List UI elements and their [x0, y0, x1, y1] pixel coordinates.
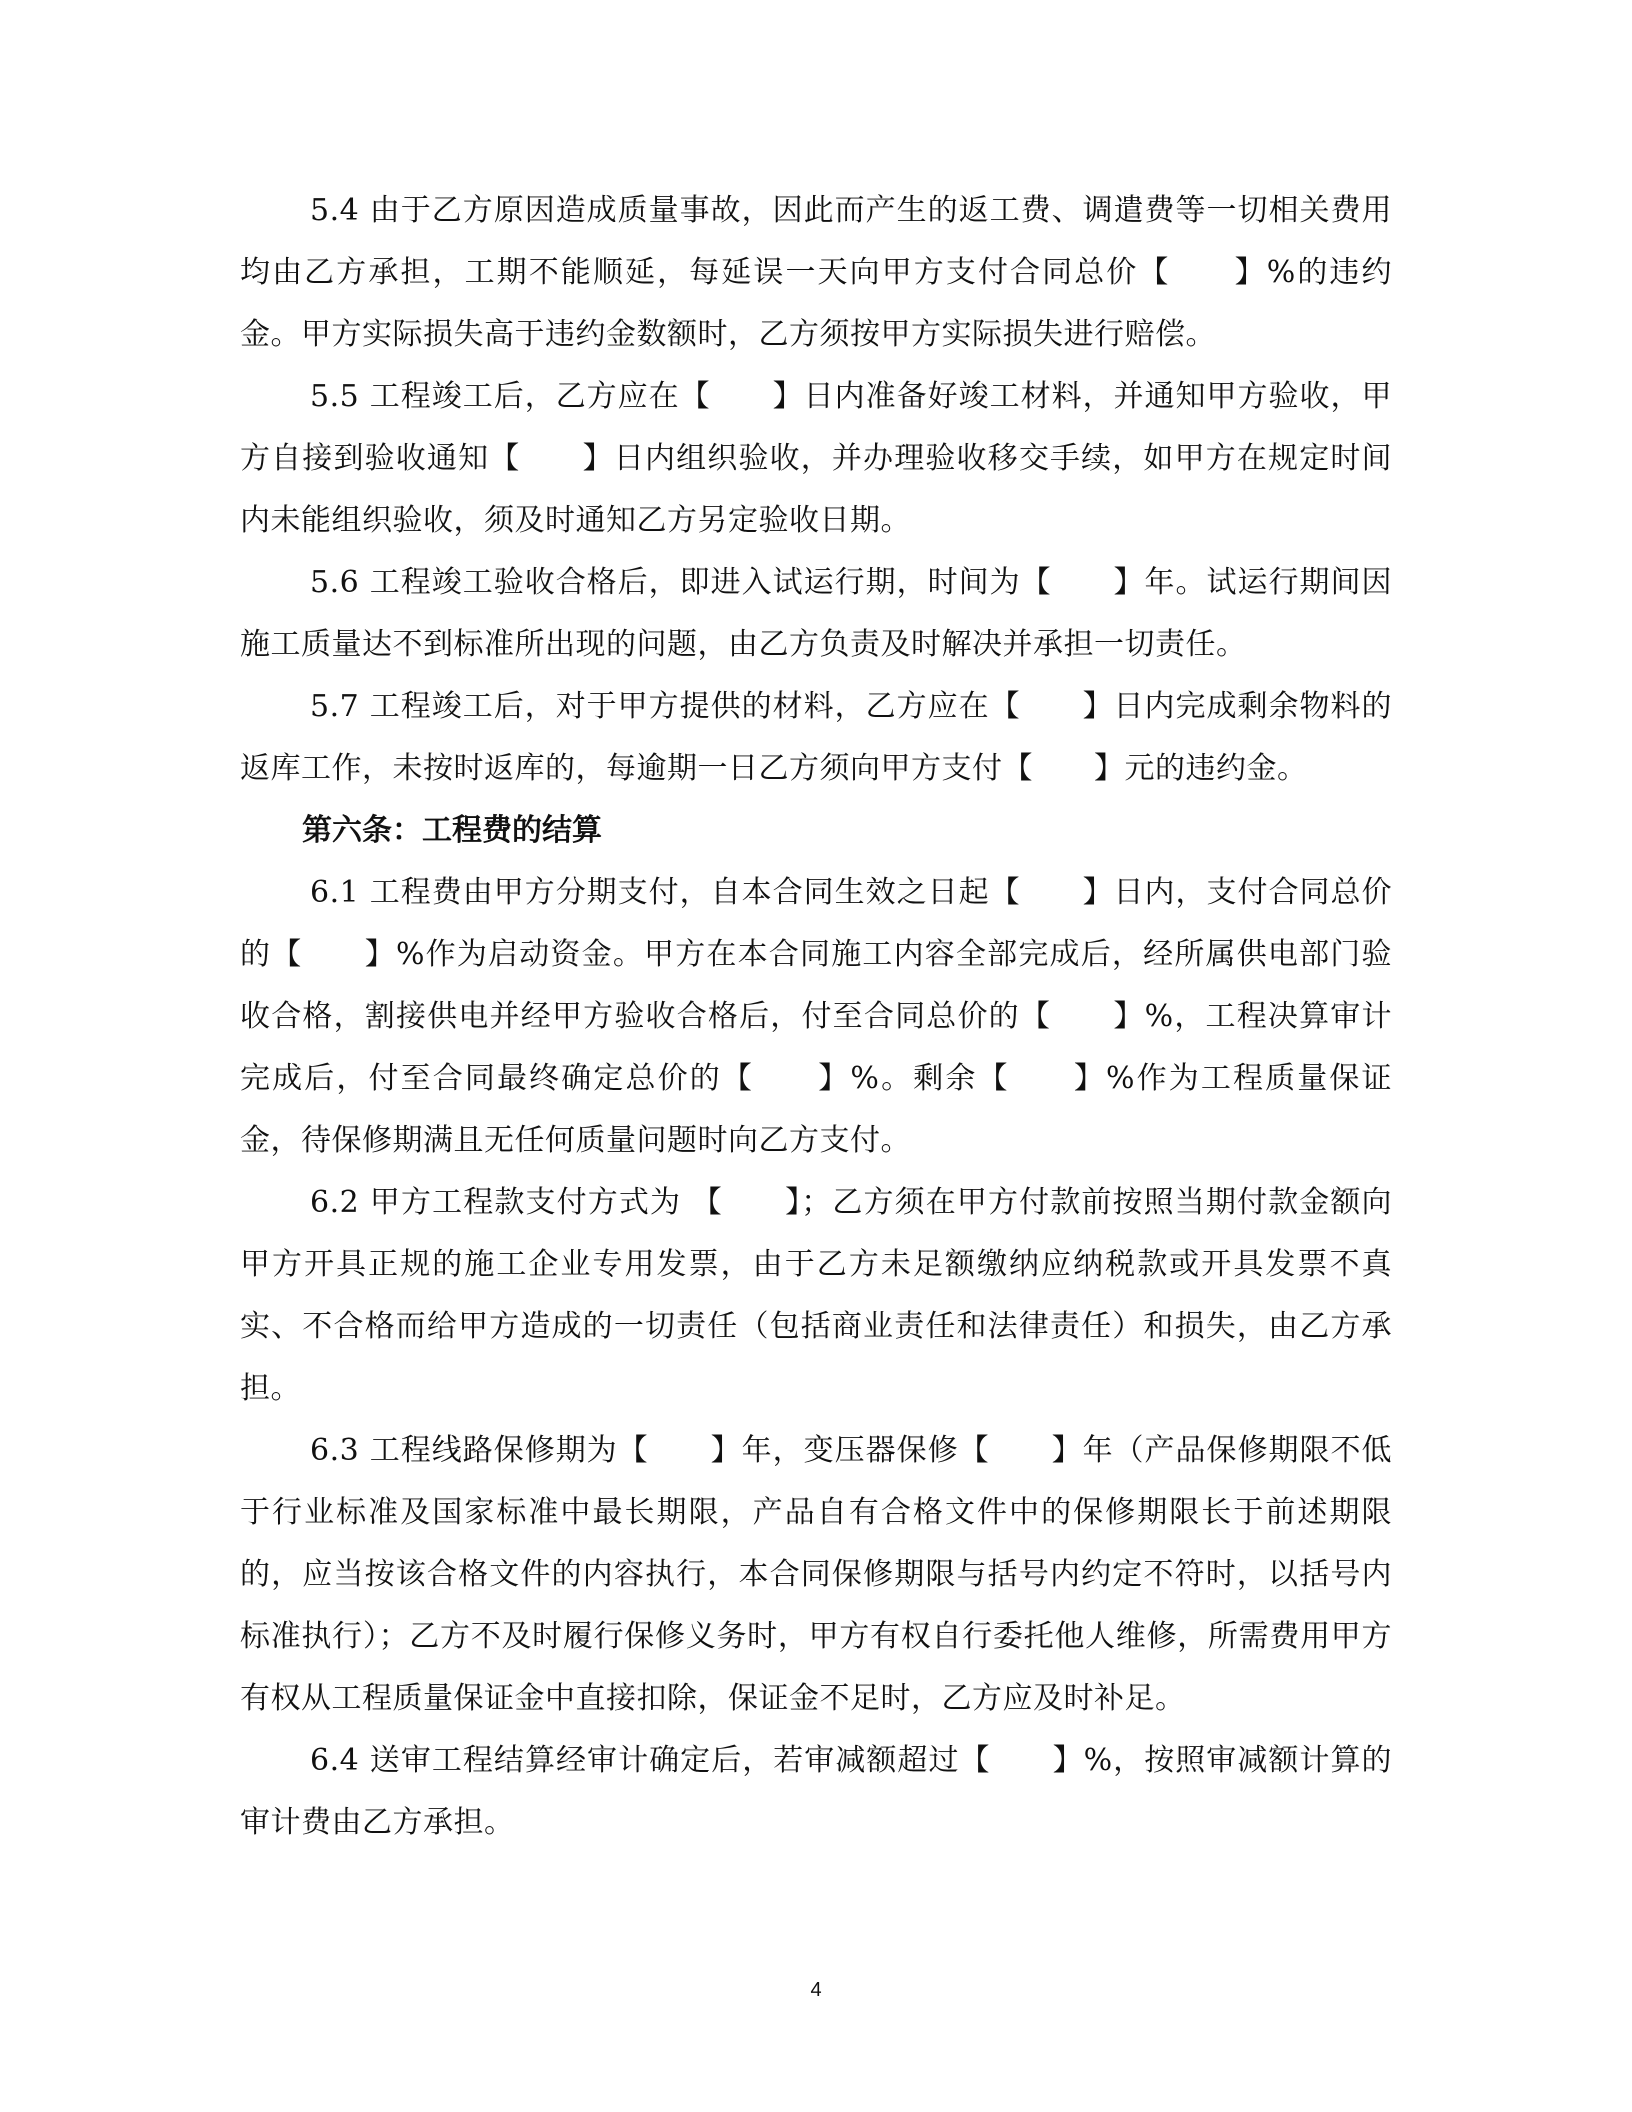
- article-6-heading: 第六条：工程费的结算: [302, 813, 602, 848]
- document-page: [240, 180, 1392, 1854]
- clause-5-7: 5.7 工程竣工后，对于甲方提供的材料，乙方应在【 】日内完成剩余物料的返库工作，未按时返库的，每逾期一日乙方须向甲方支付【 】元的违约金。: [240, 689, 1392, 786]
- clause-5-5: 5.5 工程竣工后，乙方应在【 】日内准备好竣工材料，并通知甲方验收，甲方自接到验收通知【 】日内组织验收，并办理验收移交手续，如甲方在规定时间内未能组织验收，须及时通知乙方另定验收日期。: [240, 379, 1392, 538]
- clause-5-6: 5.6 工程竣工验收合格后，即进入试运行期，时间为【 】年。试运行期间因施工质量达不到标准所出现的问题，由乙方负责及时解决并承担一切责任。: [240, 565, 1392, 662]
- clause-6-1: 6.1 工程费由甲方分期支付，自本合同生效之日起【 】日内，支付合同总价的【 】%作为启动资金。甲方在本合同施工内容全部完成后，经所属供电部门验收合格，割接供电并经甲方验收合格后，付至合同总价的【 】%，工程决算审计完成后，付至合同最终确定总价的【 】%。剩余【 】%作为工程质量保证金，待保修期满且无任何质量问题时向乙方支付。: [240, 875, 1392, 1158]
- clause-6-3: 6.3 工程线路保修期为【 】年，变压器保修【 】年（产品保修期限不低于行业标准及国家标准中最长期限，产品自有合格文件中的保修期限长于前述期限的，应当按该合格文件的内容执行，本合同保修期限与括号内约定不符时，以括号内标准执行）；乙方不及时履行保修义务时，甲方有权自行委托他人维修，所需费用甲方有权从工程质量保证金中直接扣除，保证金不足时，乙方应及时补足。: [240, 1433, 1392, 1716]
- clause-6-4: 6.4 送审工程结算经审计确定后，若审减额超过【 】%，按照审减额计算的审计费由乙方承担。: [240, 1743, 1392, 1840]
- clause-6-2: 6.2 甲方工程款支付方式为 【 】；乙方须在甲方付款前按照当期付款金额向甲方开具正规的施工企业专用发票，由于乙方未足额缴纳应纳税款或开具发票不真实、不合格而给甲方造成的一切责任（包括商业责任和法律责任）和损失，由乙方承担。: [240, 1185, 1392, 1406]
- clause-5-4: 5.4 由于乙方原因造成质量事故，因此而产生的返工费、调遣费等一切相关费用均由乙方承担，工期不能顺延，每延误一天向甲方支付合同总价【 】%的违约金。甲方实际损失高于违约金数额时，乙方须按甲方实际损失进行赔偿。: [240, 193, 1392, 352]
- page-number: 4: [810, 1979, 822, 2001]
